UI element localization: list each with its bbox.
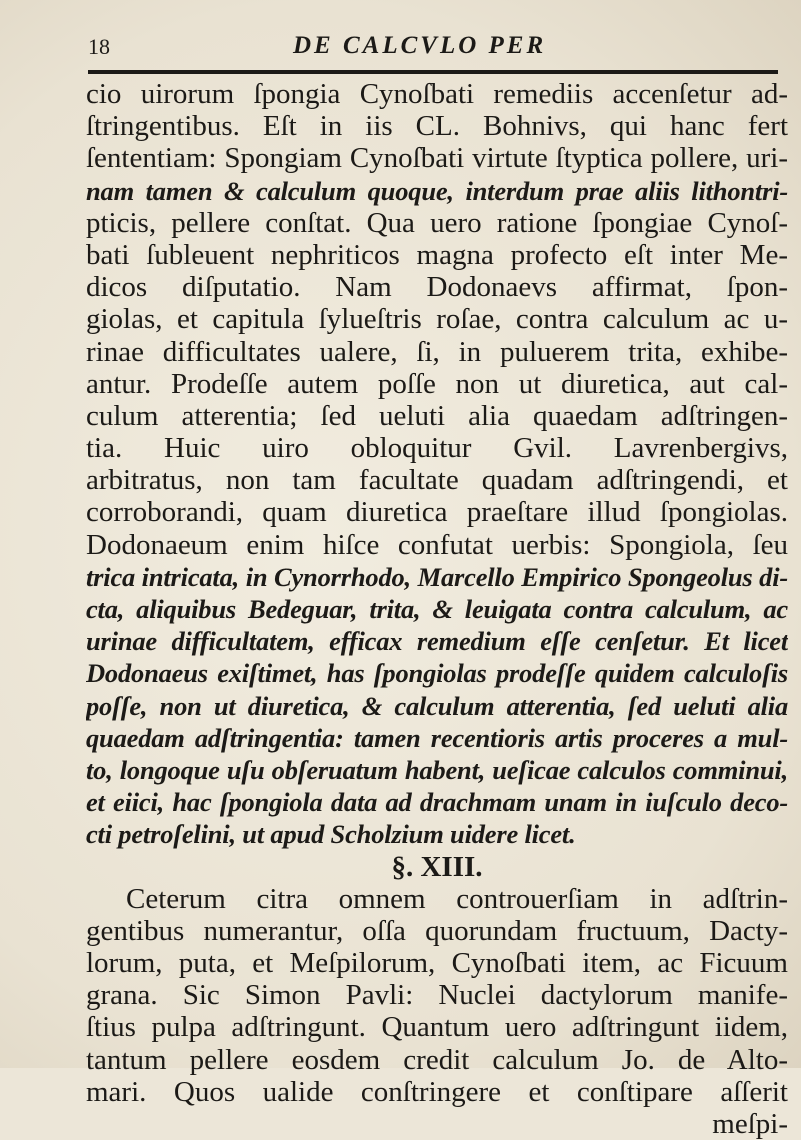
header-rule (88, 70, 778, 74)
text-line-19: Dodonaeus exiſtimet, has ſpongiolas prodeſſe quidem calculoſis (86, 658, 788, 689)
text-line-29: grana. Sic Simon Pavli: Nuclei dactylorum manife- (86, 979, 788, 1012)
text-line-32: mari. Quos ualide conſtringere et conſtipare aſſerit (86, 1075, 788, 1108)
text-line-9: rinae difficultates ualere, ſi, in puluerem trita, exhibe- (86, 335, 788, 368)
text-line-26: Ceterum citra omnem controuerſiam in adſtrin- (126, 882, 788, 915)
text-line-20: poſſe, non ut diuretica, & calculum atterentia, ſed ueluti alia (86, 690, 788, 721)
text-line-7: dicos diſputatio. Nam Dodonaevs affirmat, ſpon- (86, 271, 788, 304)
running-title: DE CALCVLO PER (293, 32, 547, 59)
text-line-12: tia. Huic uiro obloquitur Gvil. Lavrenbergivs, (86, 432, 788, 465)
text-line-10: antur. Prodeſſe autem poſſe non ut diuretica, aut cal- (86, 367, 788, 400)
page-number: 18 (88, 34, 110, 59)
text-line-1: cio uirorum ſpongia Cynoſbati remediis accenſetur ad- (86, 78, 788, 110)
text-line-28: lorum, puta, et Meſpilorum, Cynoſbati item, ac Ficuum (86, 947, 788, 980)
text-line-3: ſententiam: Spongiam Cynoſbati virtute ſtyptica pollere, uri- (86, 142, 788, 175)
text-line-2: ſtringentibus. Eſt in iis CL. Bohnivs, qui hanc fert (86, 110, 788, 143)
text-line-6: bati ſubleuent nephriticos magna profecto eſt inter Me- (86, 238, 788, 271)
text-line-13: arbitratus, non tam facultate quadam adſtringendi, et (86, 464, 788, 497)
text-line-27: gentibus numerantur, oſſa quorundam fructuum, Dacty- (86, 914, 788, 947)
text-line-21: quaedam adſtringentia: tamen recentioris artis proceres a mul- (86, 722, 788, 753)
text-line-4: nam tamen & calculum quoque, interdum prae aliis lithontri- (86, 175, 788, 206)
text-line-11: culum atterentia; ſed ueluti alia quaedam adſtringen- (86, 399, 788, 432)
text-line-16: trica intricata, in Cynorrhodo, Marcello Empirico Spongeolus di- (86, 561, 788, 592)
text-line-15: Dodonaeum enim hiſce confutat uerbis: Spongiola, ſeu (86, 528, 788, 561)
text-line-18: urinae difficultatem, efficax remedium eſſe cenſetur. Et licet (86, 626, 788, 657)
text-line-8: giolas, et capitula ſylueſtris roſae, contra calculum ac u- (86, 303, 788, 336)
catchword: meſpi- (712, 1108, 788, 1140)
text-line-14: corroborandi, quam diuretica praeſtare illud ſpongiolas. (86, 496, 788, 529)
text-line-23: et eiici, hac ſpongiola data ad drachmam unam in iuſculo deco- (86, 787, 788, 818)
running-head (88, 28, 758, 68)
text-line-17: cta, aliquibus Bedeguar, trita, & leuigata contra calculum, ac (86, 594, 788, 624)
text-line-5: pticis, pellere conſtat. Qua uero ratione ſpongiae Cynoſ- (86, 206, 788, 239)
text-line-30: ſtius pulpa adſtringunt. Quantum uero adſtringunt iidem, (86, 1011, 788, 1044)
text-line-31: tantum pellere eosdem credit calculum Jo. de Alto- (86, 1043, 788, 1076)
text-line-22: to, longoque uſu obſeruatum habent, ueſicae calculos comminui, (86, 754, 788, 785)
section-heading: §. XIII. (391, 850, 483, 883)
body-text (86, 78, 788, 1140)
text-line-24: cti petroſelini, ut apud Scholzium uidere licet. (86, 819, 576, 850)
